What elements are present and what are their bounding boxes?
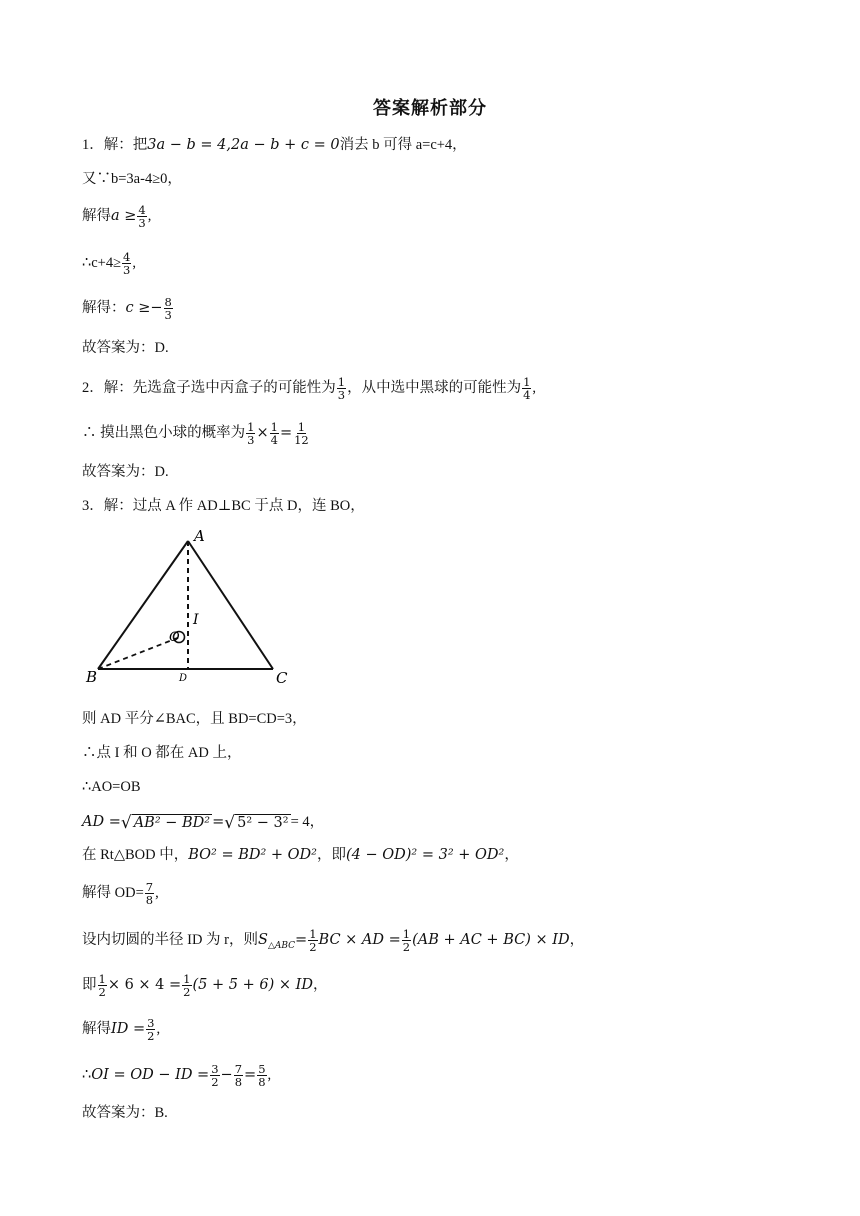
q3-math: ID =: [111, 1021, 146, 1037]
punct: ,: [156, 1021, 161, 1037]
area-subscript: △ABC: [267, 940, 296, 951]
label-i: I: [193, 612, 199, 628]
q3-line-5: [82, 812, 324, 832]
fraction: [234, 1063, 243, 1088]
numerator: 1: [523, 374, 531, 389]
fraction: [402, 928, 411, 953]
square-root: [121, 814, 212, 831]
answer-text: 故答案为：D.: [82, 340, 169, 356]
numerator: 4: [123, 249, 131, 264]
q1-line-5: [82, 294, 174, 322]
denominator: 4: [270, 432, 278, 447]
q3-math: OI = OD − ID =: [91, 1067, 210, 1083]
punct: ,: [532, 380, 537, 396]
denominator: 8: [258, 1074, 266, 1089]
q1-line-4: [82, 249, 136, 277]
page-title: 答案解析部分: [373, 98, 487, 119]
q1-answer: [82, 338, 169, 358]
denominator: 2: [402, 939, 411, 954]
operator: ×: [256, 425, 269, 441]
label-o: O: [169, 630, 180, 645]
q3-math: AD =: [82, 814, 121, 830]
numerator: 1: [402, 926, 411, 941]
fraction: [293, 421, 310, 446]
operator: =: [295, 932, 308, 948]
side-ac: [188, 541, 273, 669]
radical-sign: √: [120, 812, 132, 833]
q2-line-2: [82, 419, 311, 447]
q1-text: 1．解：把: [82, 137, 148, 153]
denominator: 2: [309, 939, 317, 954]
q3-text: ，: [569, 932, 585, 948]
q3-text: 即: [82, 977, 97, 993]
numerator: 1: [183, 971, 191, 986]
q3-line-1: [82, 496, 365, 516]
denominator: 3: [138, 215, 146, 230]
area-symbol: S: [258, 932, 268, 948]
q3-line-2: [82, 709, 307, 729]
q3-line-4: [82, 777, 141, 797]
q3-text: 3．解：过点 A 作 AD⊥BC 于点 D，连 BO，: [82, 498, 365, 514]
q3-line-3: [82, 743, 242, 763]
q1-text: 解得: [82, 208, 111, 224]
numerator: 1: [98, 971, 106, 986]
q3-line-9: [82, 971, 328, 999]
numerator: 1: [297, 419, 306, 434]
square-root: [224, 814, 290, 831]
numerator: 7: [145, 879, 154, 894]
fraction: [337, 376, 346, 401]
q3-text: 解得 OD=: [82, 885, 144, 901]
label-b: B: [86, 668, 98, 686]
numerator: 1: [247, 419, 255, 434]
q2-answer: [82, 462, 169, 482]
q3-text: ，: [312, 977, 328, 993]
q2-line-1: [82, 374, 537, 402]
denominator: 3: [247, 432, 255, 447]
q3-math: (4 − OD)² = 3² + OD²: [346, 847, 505, 863]
answer-text: 故答案为：D.: [82, 464, 169, 480]
q3-math: (5 + 5 + 6) × ID: [192, 977, 313, 993]
radicand: AB² − BD²: [133, 814, 211, 831]
q3-text: ∴: [82, 1067, 92, 1083]
operator: =: [279, 425, 293, 441]
operator: =: [244, 1067, 257, 1083]
q3-line-8: [82, 926, 585, 954]
numerator: 5: [258, 1061, 266, 1076]
q3-math: [258, 930, 295, 950]
numerator: 7: [234, 1061, 243, 1076]
q1-text: ∴c+4≥: [82, 255, 122, 271]
q1-math: c ≥−: [125, 300, 163, 316]
numerator: 4: [138, 202, 146, 217]
q1-line-2: [82, 169, 182, 189]
fraction: [145, 881, 154, 906]
numerator: 8: [164, 294, 172, 309]
denominator: 3: [164, 307, 172, 322]
q1-text: 解得：: [82, 300, 126, 316]
denominator: 8: [234, 1074, 243, 1089]
punct: ,: [147, 208, 152, 224]
fraction: [210, 1063, 219, 1088]
fraction: [137, 204, 146, 229]
q3-text: ∴点 I 和 O 都在 AD 上，: [82, 745, 242, 761]
punct: ,: [155, 885, 159, 901]
numerator: 1: [309, 926, 317, 941]
q3-math: BO² = BD² + OD²: [188, 847, 317, 863]
fraction: [182, 973, 191, 998]
denominator: 2: [147, 1028, 155, 1043]
denominator: 2: [211, 1074, 219, 1089]
fraction: [164, 296, 173, 321]
denominator: 4: [523, 387, 531, 402]
q3-math: (AB + AC + BC) × ID: [412, 932, 570, 948]
numerator: 3: [147, 1015, 155, 1030]
q3-answer: [82, 1103, 168, 1123]
q1-text: 消去 b 可得 a=c+4，: [339, 137, 467, 153]
operator: =: [212, 814, 225, 830]
numerator: 1: [337, 374, 346, 389]
denominator: 8: [145, 892, 154, 907]
q2-text: ，从中选中黑球的可能性为: [347, 380, 522, 396]
fraction: [98, 973, 107, 998]
q3-text: ，: [504, 847, 519, 863]
radicand: 5² − 3²: [237, 814, 289, 831]
q3-text: 设内切圆的半径 ID 为 r，则: [82, 932, 259, 948]
answer-text: 故答案为：B.: [82, 1105, 168, 1121]
denominator: 2: [183, 984, 191, 999]
triangle-figure: [82, 527, 302, 689]
q1-math: a ≥: [111, 208, 137, 224]
punct: ,: [267, 1067, 272, 1083]
q1-line-3: [82, 202, 152, 230]
q1-line-1: [82, 135, 467, 155]
q3-text: ∴AO=OB: [82, 779, 141, 795]
fraction: [308, 928, 317, 953]
q3-math: × 6 × 4 =: [107, 977, 182, 993]
label-d: D: [179, 673, 188, 684]
fraction: [522, 376, 531, 401]
fraction: [257, 1063, 266, 1088]
q3-math: BC × AD =: [318, 932, 401, 948]
q3-line-11: [82, 1061, 272, 1089]
label-a: A: [194, 527, 205, 545]
denominator: 3: [123, 262, 131, 277]
numerator: 1: [270, 419, 278, 434]
q3-text: 则 AD 平分∠BAC，且 BD=CD=3，: [82, 711, 307, 727]
numerator: 3: [211, 1061, 219, 1076]
denominator: 2: [98, 984, 106, 999]
q1-text: 又∵b=3a-4≥0，: [82, 171, 182, 187]
q3-line-6: [82, 845, 519, 865]
q3-text: 解得: [82, 1021, 111, 1037]
q2-text: ∴ 摸出黑色小球的概率为: [82, 425, 246, 441]
label-c: C: [276, 669, 288, 687]
fraction: [122, 251, 131, 276]
denominator: 3: [337, 387, 346, 402]
q3-text: ，即: [317, 847, 346, 863]
q3-line-10: [82, 1015, 161, 1043]
operator: −: [220, 1067, 233, 1083]
denominator: 12: [294, 432, 309, 447]
fraction: [270, 421, 279, 446]
q3-text: = 4，: [290, 814, 325, 830]
radical-sign: √: [224, 812, 236, 833]
punct: ,: [132, 255, 136, 271]
side-ab: [98, 541, 188, 669]
q1-equations: 3a − b = 4,2a − b + c = 0: [147, 137, 340, 153]
q3-line-7: [82, 879, 159, 907]
fraction: [146, 1017, 155, 1042]
fraction: [246, 421, 255, 446]
q2-text: 2．解：先选盒子选中丙盒子的可能性为: [82, 380, 336, 396]
q3-text: 在 Rt△BOD 中，: [82, 847, 189, 863]
